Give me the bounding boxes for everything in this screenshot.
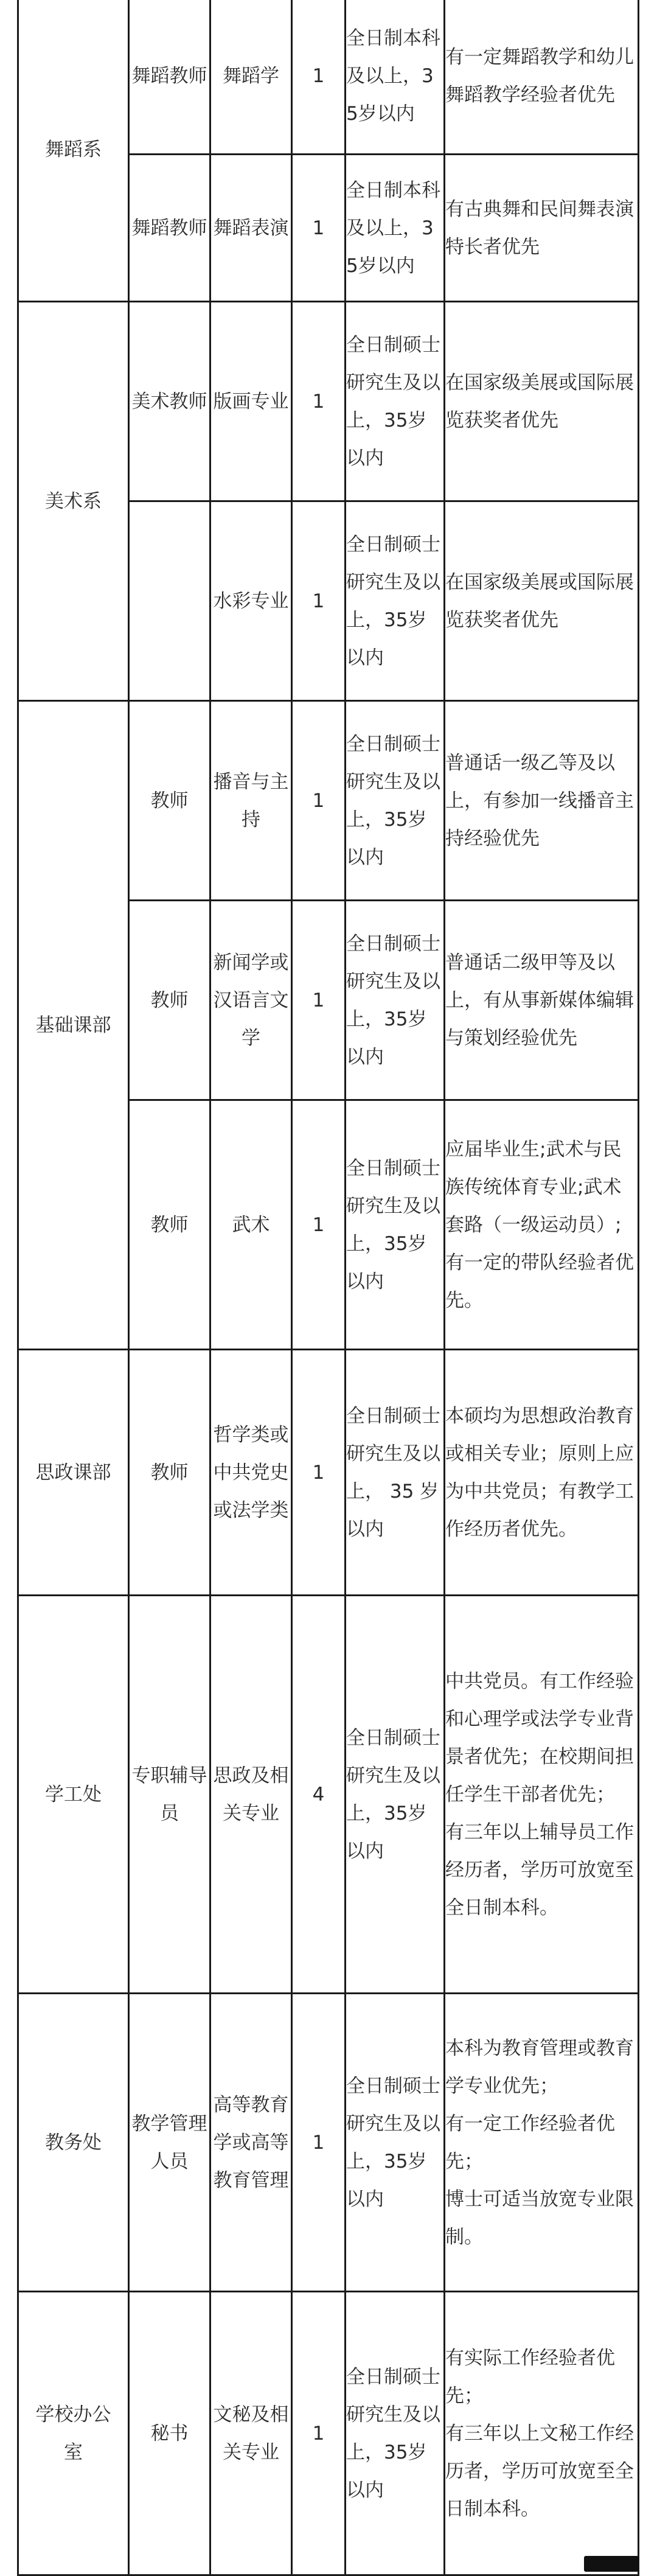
position-cell xyxy=(129,501,210,701)
edu-cell xyxy=(346,1350,445,1596)
dept-cell: 思政课部 xyxy=(18,1350,129,1596)
major-text: 高等教育学或高等教育管理 xyxy=(213,2093,289,2191)
major-text: 哲学类或中共党史或法学类 xyxy=(213,1423,289,1521)
position-cell: 教师 xyxy=(129,1100,210,1350)
req-cell xyxy=(445,1994,639,2292)
position-cell xyxy=(129,1596,210,1994)
major-cell: 水彩专业 xyxy=(210,501,292,701)
req-cell xyxy=(445,0,639,155)
req-text: 在国家级美展或国际展览获奖者优先 xyxy=(445,571,634,631)
dept-cell: 舞蹈系 xyxy=(18,0,129,302)
major-cell xyxy=(210,901,292,1100)
major-cell: 舞蹈表演 xyxy=(210,155,292,302)
table-row xyxy=(18,2292,639,2575)
major-text: 文秘及相关专业 xyxy=(213,2403,289,2463)
edu-text: 全日制硕士研究生及以上，35岁以内 xyxy=(346,2075,440,2210)
count-cell: 1 xyxy=(292,302,346,501)
table-row xyxy=(18,1350,639,1596)
req-cell xyxy=(445,901,639,1100)
count-cell: 1 xyxy=(292,155,346,302)
req-text: 普通话一级乙等及以上，有参加一线播音主持经验优先 xyxy=(445,752,634,850)
edu-text: 全日制硕士研究生及以上，35岁以内 xyxy=(346,1726,440,1862)
position-cell: 舞蹈教师 xyxy=(129,155,210,302)
count-cell: 1 xyxy=(292,1994,346,2292)
table-row xyxy=(18,1994,639,2292)
req-text: 有一定舞蹈教学和幼儿舞蹈教学经验者优先 xyxy=(445,46,634,106)
major-cell xyxy=(210,2292,292,2575)
dept-cell xyxy=(18,2292,129,2575)
edu-cell xyxy=(346,302,445,501)
edu-text: 全日制硕士研究生及以上，35岁以内 xyxy=(346,2365,440,2501)
dept-text: 学校办公室 xyxy=(35,2403,111,2463)
position-text: 专职辅导员 xyxy=(131,1764,207,1824)
position-cell: 舞蹈教师 xyxy=(129,0,210,155)
edu-text: 全日制硕士研究生及以上，35岁以内 xyxy=(346,1157,440,1293)
count-cell: 1 xyxy=(292,1350,346,1596)
req-cell xyxy=(445,155,639,302)
req-cell xyxy=(445,1100,639,1350)
table-row xyxy=(18,302,639,501)
position-text: 教学管理人员 xyxy=(131,2112,207,2173)
edu-text: 全日制硕士研究生及以上， 35 岁以内 xyxy=(346,1405,440,1540)
count-cell: 1 xyxy=(292,1100,346,1350)
major-cell xyxy=(210,701,292,901)
req-text: 中共党员。有工作经验和心理学或法学专业背景者优先；在校期间担任学生干部者优先； xyxy=(445,1670,634,1806)
table-row xyxy=(18,0,639,155)
count-cell: 1 xyxy=(292,0,346,155)
count-cell: 1 xyxy=(292,901,346,1100)
major-cell: 舞蹈学 xyxy=(210,0,292,155)
edu-text: 全日制硕士研究生及以上，35岁以内 xyxy=(346,733,440,868)
recruitment-table xyxy=(17,0,639,2576)
major-text: 播音与主持 xyxy=(213,770,289,831)
req-cell xyxy=(445,701,639,901)
req-text: 在国家级美展或国际展览获奖者优先 xyxy=(445,371,634,431)
table-row xyxy=(18,1596,639,1994)
req-cell xyxy=(445,302,639,501)
bottom-edge-mark xyxy=(584,2556,639,2572)
dept-cell: 学工处 xyxy=(18,1596,129,1994)
position-cell: 教师 xyxy=(129,701,210,901)
edu-text: 全日制硕士研究生及以上，35岁以内 xyxy=(346,533,440,669)
major-text: 思政及相关专业 xyxy=(213,1764,289,1824)
major-text: 新闻学或汉语言文学 xyxy=(213,951,289,1049)
edu-cell xyxy=(346,1596,445,1994)
count-cell: 1 xyxy=(292,701,346,901)
dept-cell: 美术系 xyxy=(18,302,129,701)
req-cell xyxy=(445,501,639,701)
edu-cell xyxy=(346,901,445,1100)
edu-cell xyxy=(346,0,445,155)
edu-cell xyxy=(346,1994,445,2292)
major-cell: 武术 xyxy=(210,1100,292,1350)
req-text-3: 博士可适当放宽专业限制。 xyxy=(445,2188,634,2248)
table-row xyxy=(18,701,639,901)
edu-cell xyxy=(346,1100,445,1350)
req-cell xyxy=(445,2292,639,2575)
req-cell xyxy=(445,1350,639,1596)
req-text-2: 有三年以上文秘工作经历者，学历可放宽至全日制本科。 xyxy=(445,2422,634,2520)
major-cell xyxy=(210,1350,292,1596)
edu-text: 全日制本科及以上，35岁以内 xyxy=(346,27,440,125)
edu-text: 全日制硕士研究生及以上，35岁以内 xyxy=(346,932,440,1068)
req-text: 应届毕业生;武术与民族传统体育专业;武术套路（一级运动员）;有一定的带队经验者优先。 xyxy=(445,1138,634,1311)
dept-cell: 基础课部 xyxy=(18,701,129,1350)
req-text-2: 有三年以上辅导员工作经历者，学历可放宽至全日制本科。 xyxy=(445,1821,634,1919)
count-cell: 1 xyxy=(292,501,346,701)
edu-cell xyxy=(346,2292,445,2575)
count-cell: 4 xyxy=(292,1596,346,1994)
count-cell: 1 xyxy=(292,2292,346,2575)
position-cell xyxy=(129,1994,210,2292)
req-text-2: 有一定工作经验者优先； xyxy=(445,2112,615,2173)
req-text: 本科为教育管理或教育学专业优先； xyxy=(445,2037,634,2097)
edu-text: 全日制本科及以上，35岁以内 xyxy=(346,179,440,277)
req-text: 有实际工作经验者优先； xyxy=(445,2347,615,2407)
dept-cell: 教务处 xyxy=(18,1994,129,2292)
position-cell: 教师 xyxy=(129,901,210,1100)
edu-cell xyxy=(346,155,445,302)
major-cell xyxy=(210,1596,292,1994)
edu-text: 全日制硕士研究生及以上，35岁以内 xyxy=(346,333,440,469)
position-cell: 教师 xyxy=(129,1350,210,1596)
edu-cell xyxy=(346,701,445,901)
edu-cell xyxy=(346,501,445,701)
major-cell: 版画专业 xyxy=(210,302,292,501)
major-cell xyxy=(210,1994,292,2292)
position-cell: 秘书 xyxy=(129,2292,210,2575)
req-text: 普通话二级甲等及以上，有从事新媒体编辑与策划经验优先 xyxy=(445,951,634,1049)
position-cell: 美术教师 xyxy=(129,302,210,501)
req-text: 本硕均为思想政治教育或相关专业；原则上应为中共党员；有教学工作经历者优先。 xyxy=(445,1405,634,1540)
req-cell xyxy=(445,1596,639,1994)
req-text: 有古典舞和民间舞表演特长者优先 xyxy=(445,198,634,258)
